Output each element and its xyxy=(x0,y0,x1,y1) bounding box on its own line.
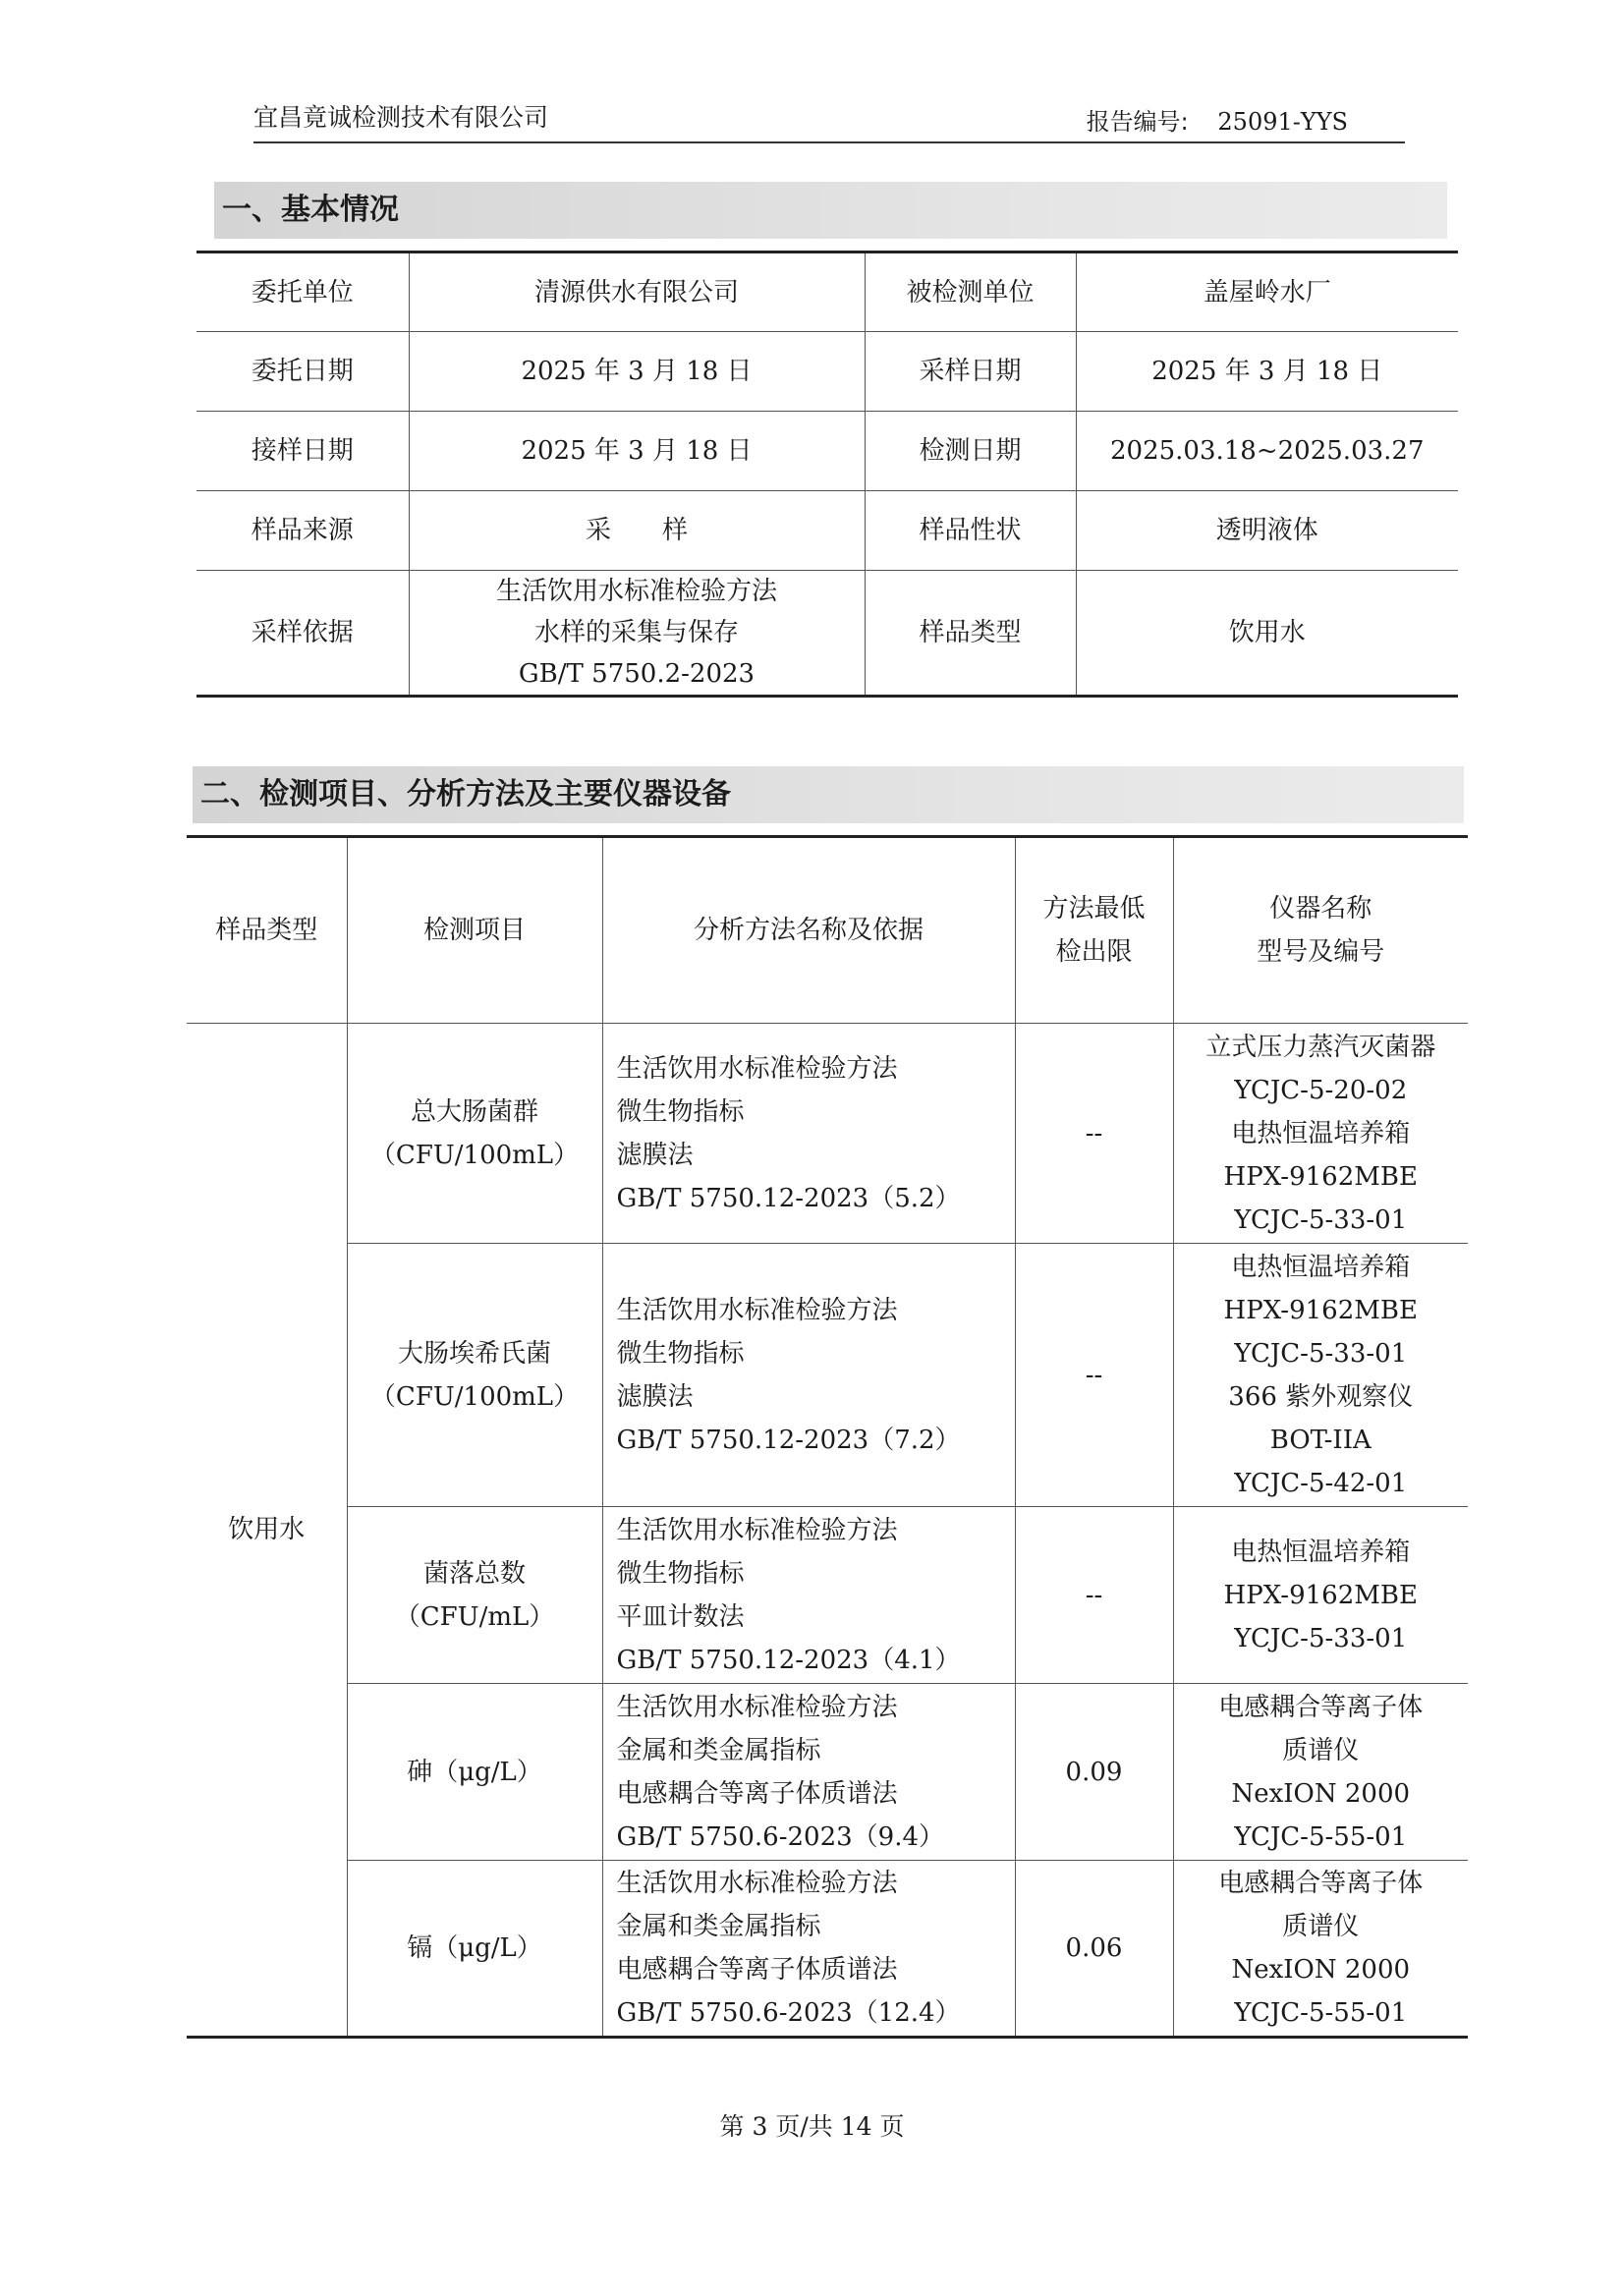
instrument-line: 电感耦合等离子体 xyxy=(1218,1869,1424,1898)
page-number: 第 3 页/共 14 页 xyxy=(719,2112,905,2141)
section-basic-info-title: 一、基本情况 xyxy=(214,182,1447,239)
field-value: 2025.03.18~2025.03.27 xyxy=(1076,412,1458,491)
table-row xyxy=(196,412,1458,491)
item-unit: （CFU/mL） xyxy=(394,1601,555,1632)
instrument-line: YCJC-5-20-02 xyxy=(1234,1075,1408,1105)
field-label: 采样依据 xyxy=(196,571,409,697)
field-label: 委托日期 xyxy=(196,332,409,412)
instrument-cell xyxy=(1173,1024,1468,1244)
method-line: 生活饮用水标准检验方法 xyxy=(616,1692,898,1722)
field-value: 2025 年 3 月 18 日 xyxy=(409,412,865,491)
limit-cell: 0.09 xyxy=(1015,1684,1173,1861)
instrument-line: 366 紫外观察仪 xyxy=(1228,1381,1414,1412)
method-cell xyxy=(602,1861,1015,2038)
method-line: 微生物指标 xyxy=(616,1558,745,1589)
field-value: 清源供水有限公司 xyxy=(409,252,865,332)
instrument-cell xyxy=(1173,1507,1468,1684)
item-name: 菌落总数 xyxy=(422,1558,526,1589)
method-line: GB/T 5750.12-2023（7.2） xyxy=(616,1425,961,1455)
method-cell xyxy=(602,1244,1015,1507)
method-line: 生活饮用水标准检验方法 xyxy=(616,1869,898,1898)
basic-info-table xyxy=(196,251,1458,698)
instrument-line: YCJC-5-33-01 xyxy=(1234,1204,1408,1235)
method-line: 滤膜法 xyxy=(616,1140,694,1170)
table-row xyxy=(187,1684,1468,1861)
method-line: 电感耦合等离子体质谱法 xyxy=(616,1778,898,1809)
table-row xyxy=(187,1244,1468,1507)
method-line: 生活饮用水标准检验方法 xyxy=(616,1515,898,1545)
instrument-line: YCJC-5-42-01 xyxy=(1234,1468,1408,1498)
instrument-cell xyxy=(1173,1861,1468,2038)
method-line: 平皿计数法 xyxy=(616,1601,745,1632)
header-limit xyxy=(1015,837,1173,1024)
instrument-cell xyxy=(1173,1684,1468,1861)
header-sample-type: 样品类型 xyxy=(187,837,347,1024)
field-label: 采样日期 xyxy=(865,332,1076,412)
item-unit: （CFU/100mL） xyxy=(369,1140,580,1170)
header-limit-line: 检出限 xyxy=(1055,937,1133,967)
header-method: 分析方法名称及依据 xyxy=(602,837,1015,1024)
section-methods-title: 二、检测项目、分析方法及主要仪器设备 xyxy=(193,766,1464,823)
header-item: 检测项目 xyxy=(347,837,602,1024)
item-name: 总大肠菌群 xyxy=(410,1096,538,1127)
item-cell xyxy=(347,1024,602,1244)
method-line: 生活饮用水标准检验方法 xyxy=(616,1053,898,1084)
field-label: 检测日期 xyxy=(865,412,1076,491)
field-value: 透明液体 xyxy=(1076,491,1458,571)
method-line: GB/T 5750.6-2023（12.4） xyxy=(616,1998,961,2028)
method-cell xyxy=(602,1024,1015,1244)
item-name: 大肠埃希氏菌 xyxy=(397,1338,551,1369)
sample-type-cell: 饮用水 xyxy=(187,1024,347,2038)
basis-line: 水样的采集与保存 xyxy=(533,618,739,647)
instrument-line: HPX-9162MBE xyxy=(1223,1295,1418,1325)
header-instrument-line: 型号及编号 xyxy=(1257,937,1385,967)
field-label: 样品来源 xyxy=(196,491,409,571)
method-line: 滤膜法 xyxy=(616,1381,694,1412)
field-label: 被检测单位 xyxy=(865,252,1076,332)
basis-line: GB/T 5750.2-2023 xyxy=(518,659,756,689)
limit-cell: -- xyxy=(1015,1507,1173,1684)
table-row xyxy=(187,1507,1468,1684)
item-cell xyxy=(347,1684,602,1861)
method-line: GB/T 5750.12-2023（5.2） xyxy=(616,1183,961,1213)
limit-cell: 0.06 xyxy=(1015,1861,1173,2038)
instrument-line: HPX-9162MBE xyxy=(1223,1161,1418,1192)
instrument-line: BOT-IIA xyxy=(1269,1425,1372,1455)
method-line: 微生物指标 xyxy=(616,1096,745,1127)
instrument-line: HPX-9162MBE xyxy=(1223,1580,1418,1610)
instrument-line: 电热恒温培养箱 xyxy=(1231,1252,1411,1282)
method-cell xyxy=(602,1684,1015,1861)
table-row xyxy=(196,332,1458,412)
method-line: 金属和类金属指标 xyxy=(616,1912,821,1941)
method-line: GB/T 5750.12-2023（4.1） xyxy=(616,1645,961,1675)
field-label: 委托单位 xyxy=(196,252,409,332)
header-instrument-line: 仪器名称 xyxy=(1269,894,1372,924)
instrument-line: 电热恒温培养箱 xyxy=(1231,1537,1411,1567)
method-line: 金属和类金属指标 xyxy=(616,1735,821,1765)
instrument-line: 质谱仪 xyxy=(1282,1735,1360,1765)
instrument-line: YCJC-5-55-01 xyxy=(1234,1998,1408,2028)
item-unit: （CFU/100mL） xyxy=(369,1381,580,1412)
company-name: 宜昌竟诚检测技术有限公司 xyxy=(253,103,549,132)
field-label: 接样日期 xyxy=(196,412,409,491)
method-line: 微生物指标 xyxy=(616,1338,745,1369)
field-value: 采 样 xyxy=(409,491,865,571)
item-name: 镉（μg/L） xyxy=(407,1933,542,1963)
instrument-line: 质谱仪 xyxy=(1282,1912,1360,1941)
methods-table xyxy=(187,835,1468,2039)
item-cell xyxy=(347,1244,602,1507)
instrument-line: YCJC-5-33-01 xyxy=(1234,1338,1408,1369)
field-value: 2025 年 3 月 18 日 xyxy=(1076,332,1458,412)
limit-cell: -- xyxy=(1015,1244,1173,1507)
table-row xyxy=(196,252,1458,332)
report-number xyxy=(1087,102,1348,137)
instrument-line: YCJC-5-55-01 xyxy=(1234,1821,1408,1852)
table-row xyxy=(196,571,1458,697)
report-number-label: 报告编号: xyxy=(1086,108,1189,136)
field-value: 饮用水 xyxy=(1076,571,1458,697)
instrument-line: NexION 2000 xyxy=(1231,1778,1411,1809)
page-header xyxy=(253,98,1405,143)
field-value: 2025 年 3 月 18 日 xyxy=(409,332,865,412)
method-line: 电感耦合等离子体质谱法 xyxy=(616,1955,898,1985)
instrument-line: NexION 2000 xyxy=(1231,1955,1411,1985)
instrument-line: 电热恒温培养箱 xyxy=(1231,1118,1411,1148)
method-line: 生活饮用水标准检验方法 xyxy=(616,1295,898,1325)
table-header-row xyxy=(187,837,1468,1024)
field-label: 样品性状 xyxy=(865,491,1076,571)
table-row xyxy=(187,1861,1468,2038)
instrument-line: 电感耦合等离子体 xyxy=(1218,1692,1424,1722)
table-row xyxy=(196,491,1458,571)
header-instrument xyxy=(1173,837,1468,1024)
basis-line: 生活饮用水标准检验方法 xyxy=(495,577,777,606)
report-number-value: 25091-YYS xyxy=(1217,108,1348,136)
instrument-cell xyxy=(1173,1244,1468,1507)
method-cell xyxy=(602,1507,1015,1684)
method-line: GB/T 5750.6-2023（9.4） xyxy=(616,1821,945,1852)
item-cell xyxy=(347,1861,602,2038)
table-row xyxy=(187,1024,1468,1244)
header-limit-line: 方法最低 xyxy=(1042,894,1146,924)
field-value xyxy=(409,571,865,697)
item-name: 砷（μg/L） xyxy=(407,1757,542,1787)
instrument-line: YCJC-5-33-01 xyxy=(1234,1623,1408,1653)
field-value: 盖屋岭水厂 xyxy=(1076,252,1458,332)
limit-cell: -- xyxy=(1015,1024,1173,1244)
instrument-line: 立式压力蒸汽灭菌器 xyxy=(1205,1032,1436,1062)
item-cell xyxy=(347,1507,602,1684)
field-label: 样品类型 xyxy=(865,571,1076,697)
